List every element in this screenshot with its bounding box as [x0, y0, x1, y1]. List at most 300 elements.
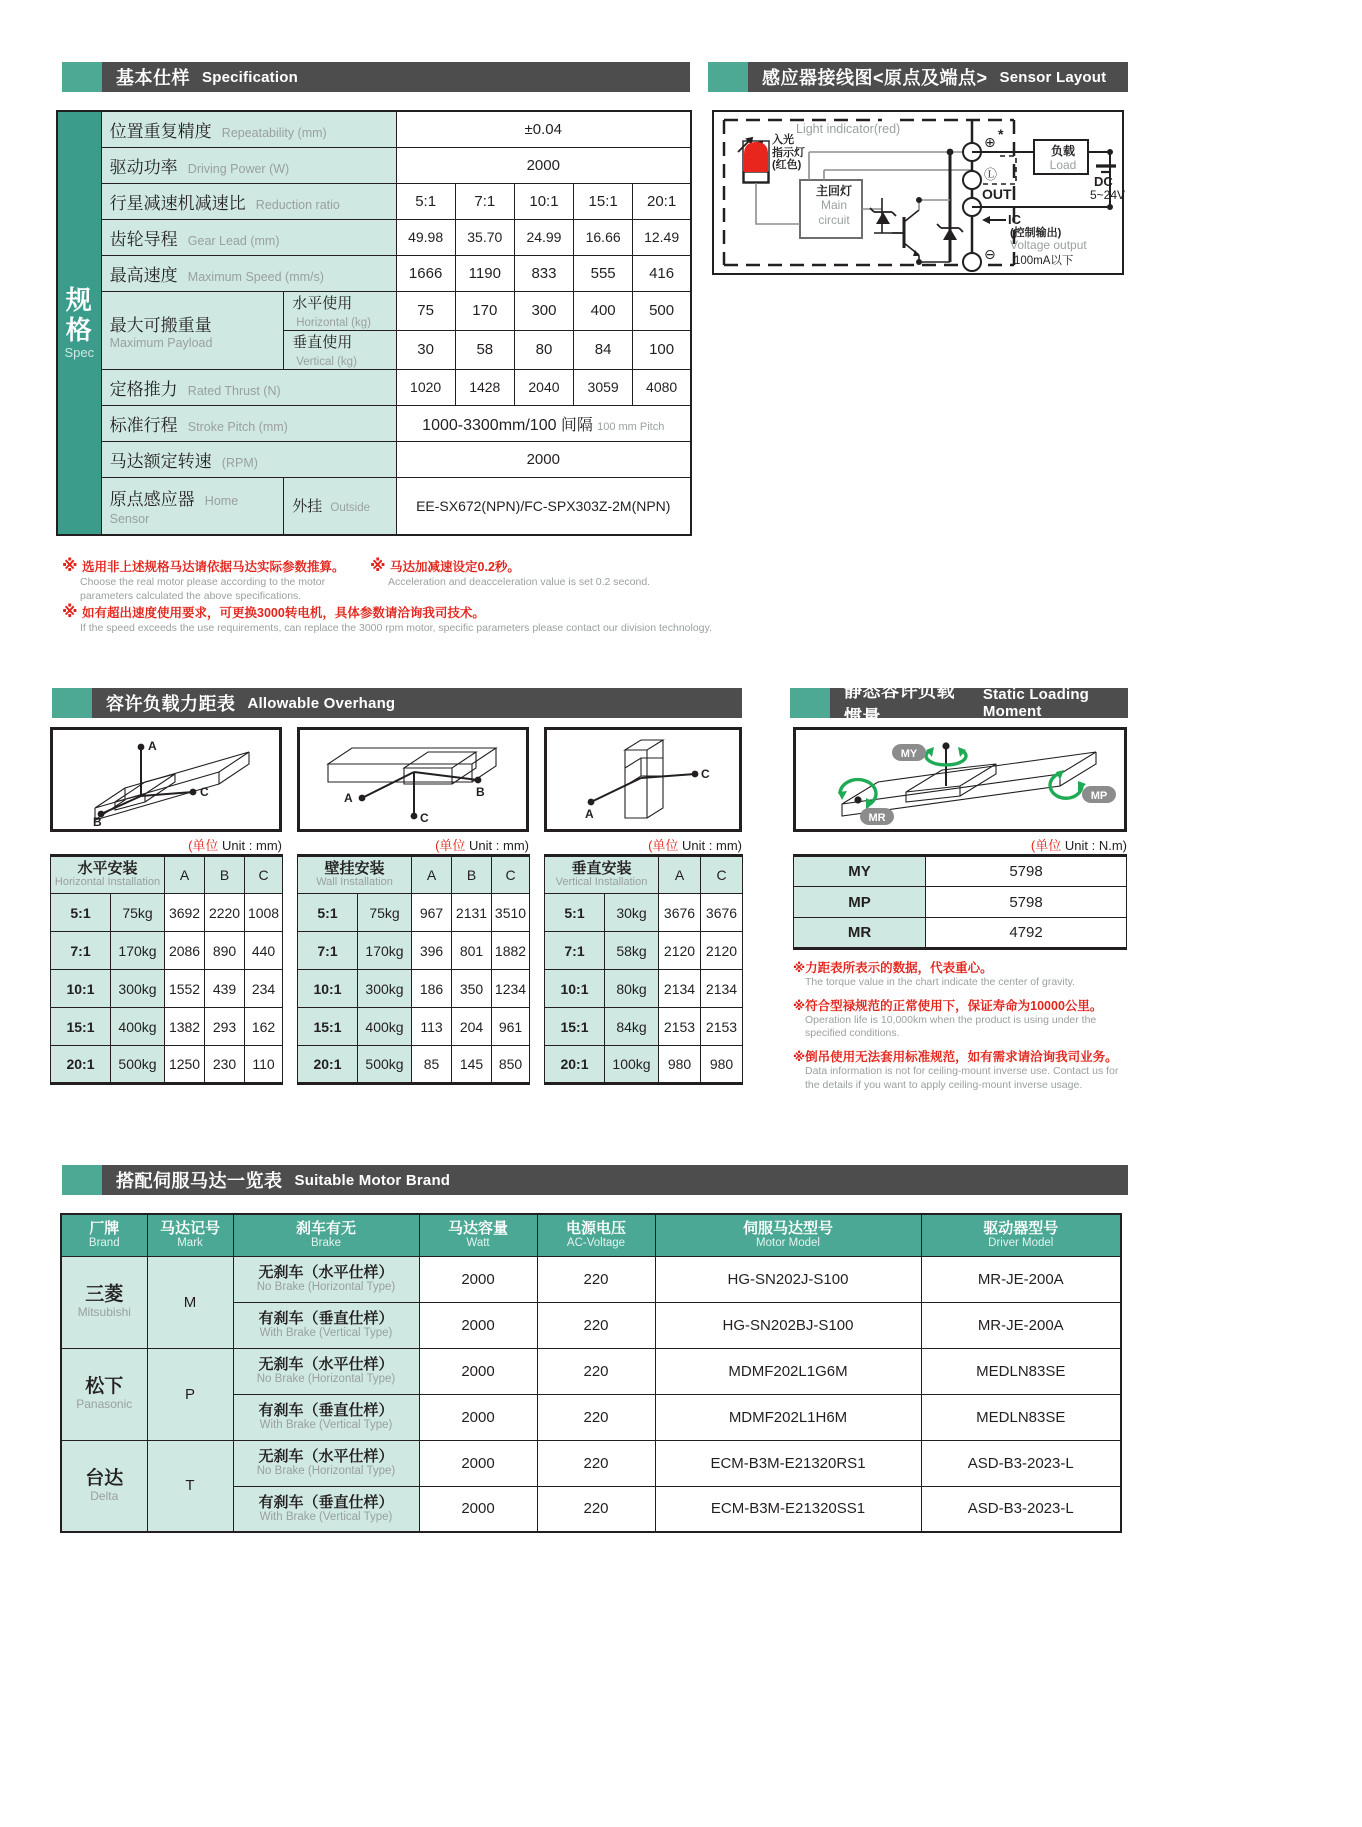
wall-mount-figure: [300, 730, 526, 829]
stroke-main: 1000-3300mm/100 间隔: [422, 416, 593, 434]
head-cn: 壁挂安装: [324, 860, 385, 878]
value-c: 440: [245, 932, 283, 970]
table-row: [545, 970, 743, 1008]
svg-text:C: C: [200, 785, 209, 799]
table-row: [545, 932, 743, 970]
col-en: Brand: [88, 1236, 120, 1249]
sub-label-en: Outside: [330, 502, 371, 515]
kg-cell: 75kg: [111, 894, 165, 932]
light-indicator-cn: [772, 134, 805, 172]
ratio-cell: 7:1: [51, 932, 111, 970]
col-motor-model: [655, 1214, 921, 1256]
motor-model-cell: ECM-B3M-E21320RS1: [655, 1440, 921, 1486]
static-loading-figure: [793, 727, 1127, 832]
driver-model-cell: MR-JE-200A: [921, 1256, 1121, 1302]
my-label-pill: [892, 744, 926, 761]
moment-value-my: 5798: [926, 856, 1127, 887]
sub-label-cn: 水平使用: [292, 294, 353, 312]
brake-en: No Brake (Horizontal Type): [256, 1281, 396, 1294]
footnote-cn: 如有超出速度使用要求，可更换3000转电机，具体参数请洽询我司技术。: [82, 606, 485, 620]
table-row: [51, 894, 283, 932]
value-c: 234: [245, 970, 283, 1008]
value-speed-5: 416: [633, 255, 691, 291]
brake-cn: 无刹车（水平仕样）: [258, 1447, 394, 1465]
value-a: 186: [412, 970, 452, 1008]
motor-model-cell: HG-SN202J-S100: [655, 1256, 921, 1302]
moment-value-mr: 4792: [926, 918, 1127, 949]
sub-label-outside: [284, 477, 396, 535]
note-cn: ※倒吊使用无法套用标准规范，如有需求请洽询我司业务。: [793, 1049, 1118, 1064]
value-gearlead-4: 16.66: [574, 219, 633, 255]
footnote-cn: 选用非上述规格马达请依据马达实际参数推算。: [82, 560, 345, 574]
stroke-note: 100 mm Pitch: [597, 420, 665, 433]
table-row: [57, 291, 691, 330]
brand-en: Delta: [90, 1488, 119, 1503]
watt-cell: 2000: [419, 1256, 537, 1302]
value-gearlead-1: 49.98: [396, 219, 455, 255]
light-cn-l3: (红色): [772, 159, 802, 172]
voltage-cell: 220: [537, 1256, 655, 1302]
label-cn: 原点感应器: [109, 489, 195, 509]
section-swatch: [52, 688, 92, 718]
brake-cell: [233, 1348, 419, 1394]
col-voltage: [537, 1214, 655, 1256]
svg-text:MR: MR: [868, 812, 886, 824]
moment-key-my: MY: [794, 856, 926, 887]
motor-model-cell: ECM-B3M-E21320SS1: [655, 1486, 921, 1532]
value-c: 850: [492, 1046, 530, 1084]
value-vertical-1: 30: [396, 330, 455, 369]
label-en: Gear Lead (mm): [187, 233, 280, 248]
value-a: 396: [412, 932, 452, 970]
footnote-marker: ※: [62, 604, 78, 621]
section-swatch: [62, 62, 102, 92]
row-label-gear-lead: [101, 219, 396, 255]
section-title-en: Specification: [202, 68, 298, 86]
terminal-plus-label: ⊕: [984, 134, 996, 150]
brake-en: With Brake (Vertical Type): [259, 1419, 393, 1432]
kg-cell: 170kg: [358, 932, 412, 970]
load-label: [1040, 144, 1086, 173]
overhang-figure-vertical: [544, 727, 742, 832]
spec-side-cn: 规格: [65, 284, 93, 345]
svg-text:A: A: [585, 807, 594, 821]
brand-mark: M: [147, 1256, 233, 1348]
ratio-cell: 10:1: [545, 970, 605, 1008]
mp-label-pill: [1082, 786, 1116, 803]
value-horizontal-1: 75: [396, 291, 455, 330]
value-c: 3510: [492, 894, 530, 932]
col-driver-model: [921, 1214, 1121, 1256]
motor-model-cell: MDMF202L1H6M: [655, 1394, 921, 1440]
dc-range-label: 5~24V: [1090, 188, 1126, 202]
table-row: [61, 1440, 1121, 1486]
table-row: [57, 183, 691, 219]
brand-cn: 三菱: [85, 1283, 124, 1305]
note-en: Operation life is 10,000km when the product is using under the specified conditions.: [805, 1013, 1097, 1040]
main-circuit-label: [806, 184, 862, 227]
sensor-wiring-diagram: [712, 110, 1124, 275]
ratio-cell: 7:1: [545, 932, 605, 970]
value-vertical-3: 80: [514, 330, 573, 369]
col-cn: 马达容量: [447, 1220, 508, 1238]
value-a: 3676: [659, 894, 701, 932]
section-title-en: Suitable Motor Brand: [294, 1171, 451, 1189]
ratio-cell: 5:1: [545, 894, 605, 932]
col-cn: 马达记号: [159, 1220, 220, 1238]
col-en: Motor Model: [756, 1236, 820, 1249]
voltage-cell: 220: [537, 1302, 655, 1348]
dc-source-icon: [1096, 166, 1116, 172]
overhang-figure-horizontal: [50, 727, 282, 832]
table-row: [57, 369, 691, 405]
overhang-head-vertical: [545, 856, 659, 894]
col-a: A: [165, 856, 205, 894]
value-a: 2153: [659, 1008, 701, 1046]
section-title-cn: 搭配伺服马达一览表: [116, 1171, 283, 1191]
brake-en: With Brake (Vertical Type): [259, 1327, 393, 1340]
overhang-table-wall: [297, 854, 530, 1085]
footnote-3: [62, 602, 742, 636]
static-loading-table: [793, 854, 1127, 950]
moment-key-mp: MP: [794, 887, 926, 918]
svg-text:B: B: [93, 815, 102, 829]
ratio-cell: 5:1: [298, 894, 358, 932]
label-en: Repeatability (mm): [221, 125, 327, 140]
label-cn: 马达额定转速: [109, 451, 212, 471]
unit-en: Unit : N.m): [1064, 838, 1127, 853]
brand-mark: P: [147, 1348, 233, 1440]
label-en: Home Sensor: [109, 493, 239, 526]
sub-label-cn: 外挂: [292, 498, 323, 516]
driver-model-cell: ASD-B3-2023-L: [921, 1440, 1121, 1486]
value-vertical-2: 58: [455, 330, 514, 369]
terminal-l-label: Ⓛ: [984, 167, 998, 182]
spec-side-en: Spec: [64, 345, 95, 361]
label-en: Stroke Pitch (mm): [187, 419, 288, 434]
footnote-marker: ※: [370, 558, 386, 575]
value-thrust-3: 2040: [514, 369, 573, 405]
value-b: 145: [452, 1046, 492, 1084]
row-label-driving-power: [101, 147, 396, 183]
col-b: B: [205, 856, 245, 894]
label-en: (RPM): [221, 455, 258, 470]
col-a: A: [412, 856, 452, 894]
section-title-cn: 基本仕样: [116, 68, 190, 88]
section-swatch: [62, 1165, 102, 1195]
value-ratio-2: 7:1: [455, 183, 514, 219]
value-a: 1250: [165, 1046, 205, 1084]
sub-label-vertical: [284, 330, 396, 369]
col-cn: 伺服马达型号: [742, 1220, 833, 1238]
static-note-3: [793, 1047, 1127, 1092]
head-cn: 水平安装: [77, 860, 138, 878]
note-en: The torque value in the chart indicate the center of gravity.: [805, 976, 1076, 988]
unit-label-wall: [297, 835, 529, 854]
light-cn-l2: 指示灯: [772, 146, 805, 159]
motor-model-cell: HG-SN202BJ-S100: [655, 1302, 921, 1348]
value-b: 350: [452, 970, 492, 1008]
kg-cell: 84kg: [605, 1008, 659, 1046]
value-a: 1552: [165, 970, 205, 1008]
ic-label: IC: [1008, 212, 1021, 227]
value-c: 1234: [492, 970, 530, 1008]
section-title-cn: 静态容许负载惯量: [844, 681, 955, 727]
ratio-cell: 15:1: [298, 1008, 358, 1046]
value-a: 2134: [659, 970, 701, 1008]
col-watt: [419, 1214, 537, 1256]
value-horizontal-2: 170: [455, 291, 514, 330]
terminal-l: [963, 171, 981, 189]
svg-text:B: B: [476, 785, 485, 799]
value-thrust-1: 1020: [396, 369, 455, 405]
value-b: 230: [205, 1046, 245, 1084]
label-en: Maximum Speed (mm/s): [187, 269, 324, 284]
section-title-en: Allowable Overhang: [247, 694, 396, 712]
label-en: Maximum Payload: [109, 335, 213, 350]
col-c: C: [701, 856, 743, 894]
table-header-row: [51, 856, 283, 894]
table-row: [298, 1008, 530, 1046]
kg-cell: 500kg: [358, 1046, 412, 1084]
static-note-2: [793, 996, 1127, 1041]
row-label-rpm: [101, 441, 396, 477]
value-b: 293: [205, 1008, 245, 1046]
unit-cn: (单位: [188, 838, 219, 853]
label-cn: 齿轮导程: [109, 229, 178, 249]
value-b: 2220: [205, 894, 245, 932]
unit-cn: (单位: [1030, 838, 1062, 853]
brake-en: No Brake (Horizontal Type): [256, 1465, 396, 1478]
ratio-cell: 10:1: [298, 970, 358, 1008]
col-cn: 驱动器型号: [983, 1220, 1059, 1238]
section-header-sensor-layout: [708, 62, 1128, 92]
col-brand: [61, 1214, 147, 1256]
value-c: 2120: [701, 932, 743, 970]
value-speed-4: 555: [574, 255, 633, 291]
value-b: 204: [452, 1008, 492, 1046]
terminal-minus-label: ⊖: [984, 246, 996, 262]
value-speed-2: 1190: [455, 255, 514, 291]
vertical-mount-figure: [547, 730, 739, 829]
section-swatch: [708, 62, 748, 92]
table-row: [57, 405, 691, 441]
driver-model-cell: ASD-B3-2023-L: [921, 1486, 1121, 1532]
table-row: [794, 918, 1127, 949]
watt-cell: 2000: [419, 1348, 537, 1394]
static-note-1: [793, 958, 1127, 990]
main-circuit-cn: 主回灯: [815, 184, 852, 198]
head-en: Wall Installation: [316, 876, 393, 889]
note-en: Data information is not for ceiling-mount inverse use. Contact us for the details if you want to apply ceiling-mount inverse usage.: [805, 1064, 1119, 1091]
main-circuit-en2: circuit: [818, 212, 850, 227]
brake-en: No Brake (Horizontal Type): [256, 1373, 396, 1386]
row-label-stroke-pitch: [101, 405, 396, 441]
row-label-max-speed: [101, 255, 396, 291]
label-en: Driving Power (W): [187, 161, 290, 176]
head-en: Vertical Installation: [555, 876, 648, 889]
footnote-2: [370, 556, 700, 590]
section-title-en: Sensor Layout: [999, 68, 1107, 86]
section-swatch: [790, 688, 830, 718]
table-row: [298, 970, 530, 1008]
brake-cell: [233, 1394, 419, 1440]
col-en: Mark: [177, 1236, 203, 1249]
spec-side-label: [57, 111, 101, 535]
value-ratio-4: 15:1: [574, 183, 633, 219]
col-cn: 厂牌: [89, 1220, 120, 1238]
voltage-cell: 220: [537, 1486, 655, 1532]
specification-table-wrap: [56, 110, 692, 536]
unit-en: Unit : mm): [682, 838, 742, 853]
footnote-marker: ※: [62, 558, 78, 575]
sub-label-cn: 垂直使用: [292, 333, 353, 351]
overhang-block-horizontal: [50, 727, 282, 1085]
load-cn: 负载: [1050, 144, 1075, 158]
table-row: [298, 932, 530, 970]
value-a: 2086: [165, 932, 205, 970]
sub-label-horizontal: [284, 291, 396, 330]
value-c: 3676: [701, 894, 743, 932]
watt-cell: 2000: [419, 1440, 537, 1486]
value-c: 961: [492, 1008, 530, 1046]
footnote-en: If the speed exceeds the use requirements, can replace the 3000 rpm motor, specific parameters please contact our division technology.: [80, 622, 712, 634]
brand-delta: [61, 1440, 147, 1532]
value-a: 980: [659, 1046, 701, 1084]
value-gearlead-5: 12.49: [633, 219, 691, 255]
section-header-bar: [102, 62, 690, 92]
voltage-en-label: Voltage output: [1010, 238, 1087, 252]
moment-value-mp: 5798: [926, 887, 1127, 918]
table-row: [51, 1046, 283, 1084]
kg-cell: 500kg: [111, 1046, 165, 1084]
table-row: [57, 219, 691, 255]
mr-label-pill: [860, 808, 894, 825]
terminal-out-label: OUT: [982, 186, 1012, 202]
static-loading-block: [793, 727, 1127, 1092]
brake-cell: [233, 1486, 419, 1532]
brand-cn: 台达: [85, 1467, 124, 1489]
brake-cn: 有刹车（垂直仕样）: [258, 1493, 394, 1511]
svg-text:A: A: [148, 739, 157, 753]
overhang-block-vertical: [544, 727, 742, 1085]
col-cn: 电源电压: [565, 1220, 626, 1238]
label-en: Reduction ratio: [255, 197, 340, 212]
ratio-cell: 20:1: [298, 1046, 358, 1084]
table-header-row: [61, 1214, 1121, 1256]
section-header-bar: [92, 688, 742, 718]
footnote-cn: 马达加减速设定0.2秒。: [390, 560, 520, 574]
table-row: [57, 477, 691, 535]
kg-cell: 58kg: [605, 932, 659, 970]
table-row: [57, 147, 691, 183]
ratio-cell: 15:1: [51, 1008, 111, 1046]
value-rpm: 2000: [396, 441, 691, 477]
ratio-cell: 10:1: [51, 970, 111, 1008]
table-row: [794, 856, 1127, 887]
value-ratio-1: 5:1: [396, 183, 455, 219]
col-brake: [233, 1214, 419, 1256]
col-b: B: [452, 856, 492, 894]
main-circuit-en1: Main: [820, 198, 847, 213]
overhang-head-wall: [298, 856, 412, 894]
col-c: C: [492, 856, 530, 894]
brake-cn: 无刹车（水平仕样）: [258, 1263, 394, 1281]
table-row: [545, 1008, 743, 1046]
table-row: [61, 1256, 1121, 1302]
driver-model-cell: MEDLN83SE: [921, 1394, 1121, 1440]
row-label-rated-thrust: [101, 369, 396, 405]
voltage-cell: 220: [537, 1440, 655, 1486]
sub-label-en: Horizontal (kg): [296, 316, 371, 329]
table-row: [57, 441, 691, 477]
brake-cell: [233, 1302, 419, 1348]
svg-text:A: A: [344, 791, 353, 805]
moment-key-mr: MR: [794, 918, 926, 949]
svg-text:C: C: [701, 767, 710, 781]
ic-arrow-icon: [982, 216, 1006, 224]
value-c: 1008: [245, 894, 283, 932]
value-gearlead-2: 35.70: [455, 219, 514, 255]
driver-model-cell: MR-JE-200A: [921, 1302, 1121, 1348]
unit-label-vertical: [544, 835, 742, 854]
motor-brand-table-wrap: [60, 1213, 1122, 1533]
value-ratio-3: 10:1: [514, 183, 573, 219]
voltage-limit-label: 100mA以下: [1014, 255, 1074, 267]
row-label-max-payload: [101, 291, 284, 369]
brake-cn: 有刹车（垂直仕样）: [258, 1309, 394, 1327]
table-row: [51, 1008, 283, 1046]
table-row: [57, 255, 691, 291]
horizontal-mount-figure: [53, 730, 279, 829]
kg-cell: 300kg: [111, 970, 165, 1008]
value-a: 2120: [659, 932, 701, 970]
label-cn: 标准行程: [109, 415, 178, 435]
overhang-table-horizontal: [50, 854, 283, 1085]
col-cn: 刹车有无: [295, 1220, 356, 1238]
motor-brand-table: [60, 1213, 1122, 1533]
value-a: 113: [412, 1008, 452, 1046]
table-row: [61, 1348, 1121, 1394]
brake-en: With Brake (Vertical Type): [259, 1510, 393, 1523]
asterisk-label: *: [998, 126, 1004, 142]
row-label-repeatability: [101, 111, 396, 147]
col-en: Brake: [310, 1236, 342, 1249]
value-speed-1: 1666: [396, 255, 455, 291]
col-en: Watt: [466, 1236, 490, 1249]
brand-mitsubishi: [61, 1256, 147, 1348]
unit-en: Unit : mm): [222, 838, 282, 853]
light-cn-l1: 入光: [772, 134, 794, 146]
overhang-head-horizontal: [51, 856, 165, 894]
section-title-cn: 感应器接线图<原点及端点>: [762, 68, 988, 88]
table-row: [545, 1046, 743, 1084]
value-vertical-5: 100: [633, 330, 691, 369]
table-header-row: [298, 856, 530, 894]
value-speed-3: 833: [514, 255, 573, 291]
watt-cell: 2000: [419, 1394, 537, 1440]
zener-diode-icon: [870, 208, 896, 224]
kg-cell: 100kg: [605, 1046, 659, 1084]
value-a: 85: [412, 1046, 452, 1084]
brand-panasonic: [61, 1348, 147, 1440]
unit-cn: (单位: [435, 838, 466, 853]
overhang-table-vertical: [544, 854, 743, 1085]
brand-cn: 松下: [85, 1375, 124, 1397]
driver-model-cell: MEDLN83SE: [921, 1348, 1121, 1394]
brake-cn: 有刹车（垂直仕样）: [258, 1401, 394, 1419]
col-mark: [147, 1214, 233, 1256]
